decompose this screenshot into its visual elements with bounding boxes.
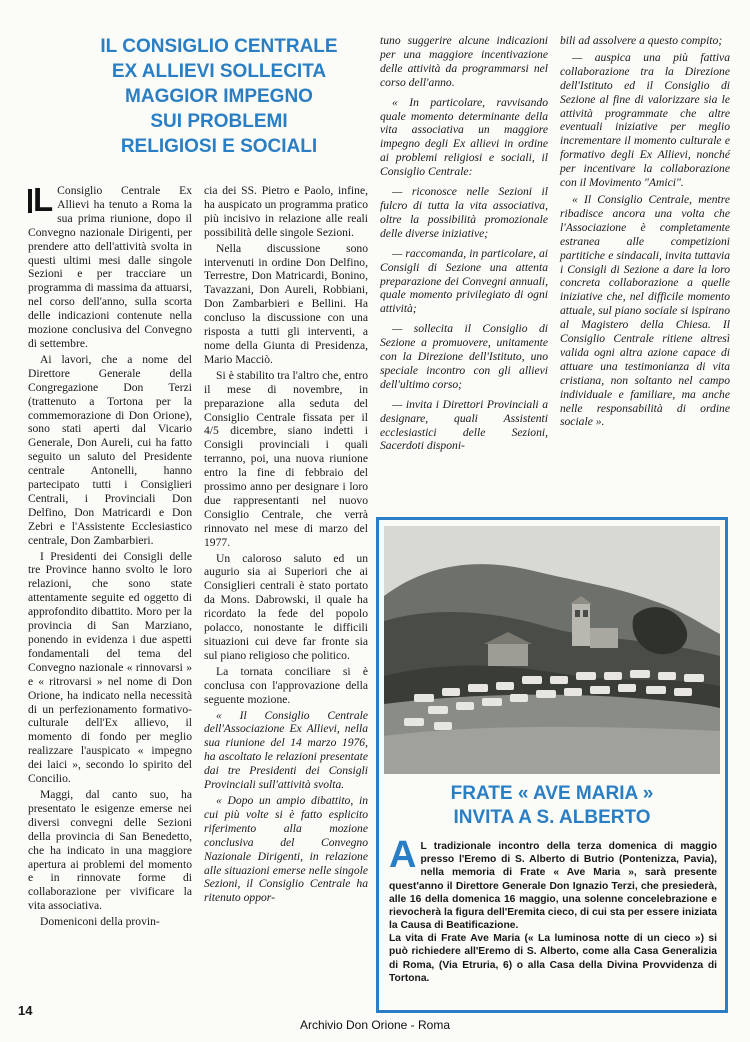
- paragraph-text: L tradizionale incontro della terza domenica di maggio presso l'Eremo di S. Alberto di Butrio (Pontenizza, Pavia), nella memoria di Frate « Ave Maria », sarà presente quest'anno il Direttore Generale Don Ignazio Terzi, che presiederà, alle 16 della domenica 16 maggio, una solenne concelebrazione e rievocherà la figura dell'Eremita cieco, di cui sta per essere iniziata la Causa di Beatificazione.: [389, 841, 717, 932]
- motion-paragraph: — raccomanda, in particolare, ai Consigli di Sezione una attenta preparazione dei Convegni annuali, quale momento privilegiato di ogni attività;: [380, 246, 548, 316]
- article-paragraph: cia dei SS. Pietro e Paolo, infine, ha auspicato un programma pratico più incisivo in relazione alle reali possibilità delle singole Sezioni.: [204, 184, 368, 239]
- motion-paragraph: — sollecita il Consiglio di Sezione a promuovere, unitamente con la Direzione dell'Istituto, uno speciale incontro con gli allievi dell'ultimo corso;: [380, 322, 548, 391]
- motion-paragraph: — auspica una più fattiva collaborazione tra la Direzione dell'Istituto ed il Consiglio di Sezione al fine di valorizzare sia le attività programmate che altre eventuali iniziative per meglio incrementare il momento culturale e formativo degli Ex Allievi, nonché per incentivare la collaborazione con il Movimento "Amici".: [560, 50, 730, 190]
- drop-cap: L: [28, 186, 53, 214]
- article-paragraph: Un caloroso saluto ed un augurio sia ai Superiori che ai Consiglieri centrali è stato portato da Mons. Dabrowski, il quale ha ricordato la fede del popolo polacco, nonostante le difficili situazioni cui deve far fronte sia sul piano religioso che politico.: [204, 551, 368, 662]
- motion-paragraph: — riconosce nelle Sezioni il fulcro di tutta la vita associativa, oltre la possibilità promozionale delle diverse iniziative;: [380, 185, 548, 240]
- article-paragraph: La tornata conciliare si è conclusa con l'approvazione della seguente mozione.: [204, 664, 368, 706]
- headline-line: RELIGIOSI E SOCIALI: [120, 136, 318, 158]
- motion-paragraph: « Il Consiglio Centrale, mentre ribadisce ancora una volta che l'Associazione è completamente estranea alle competizioni partitiche e sindacali, invita tuttavia i Consigli di Sezione a dare la loro concreta collaborazione a quelle iniziative che, nel difficile momento attuale, sul piano sociale si ispirano al Magistero della Chiesa. Il Consiglio Centrale ritiene altresì valida ogni altra azione capace di attuare una testimonianza di vita cristiana, non soltanto nel campo individuale e familiare, ma anche nelle responsabilità di ordine sociale ».: [560, 192, 730, 429]
- article-paragraph: I Presidenti dei Consigli delle tre Province hanno svolto le loro relazioni, che sono state attentamente seguite ed oggetto di approfondito dibattito. Moro per la provincia di San Marziano, ponendo in evidenza i due aspetti fondamentali del tema del Convegno nazionale « rinnovarsi » e « ritrovarsi » nel nome di Don Orione, ha indicato nella necessità di un perfezionamento formativo-culturale dell'Ex allievo, il momento di fondo per meglio realizzare l'auspicato « impegno dei laici », secondo lo spirito del Concilio.: [28, 549, 192, 786]
- headline-line: IL CONSIGLIO CENTRALE: [100, 36, 338, 57]
- motion-paragraph: « Dopo un ampio dibattito, in cui più volte si è fatto esplicito riferimento alla mozione conclusiva del Convegno Nazionale Dirigenti, in relazione alle situazioni emerse nelle singole Sezioni, il Consiglio Centrale ha ritenuto oppor-: [204, 793, 368, 905]
- motion-paragraph: « In particolare, ravvisando quale momento determinante della vita associativa un maggiore impegno degli Ex allievi in ordine ai problemi religiosi e sociali, il Consiglio Centrale:: [380, 95, 548, 179]
- paragraph-text: Consiglio Centrale Ex Allievi ha tenuto a Roma la sua prima riunione, dopo il Convegno nazionale Dirigenti, per prendere atto dell'attività svolta in questi ultimi mesi dalle singole Sezioni e per tracciare un programma di massima da attuarsi, nel corso dell'anno, sulla scorta delle indicazioni contenute nella mozione conclusiva del Convegno di settembre.: [28, 184, 192, 350]
- motion-paragraph: tuno suggerire alcune indicazioni per una maggiore incentivazione delle attività da programmarsi nel corso dell'anno.: [380, 34, 548, 89]
- article-paragraph: Ai lavori, che a nome del Direttore Generale della Congregazione Don Terzi (trattenuto a Tortona per la commemorazione di Don Orione), sono stati aperti dal Vicario Generale, Don Aureli, cui ha fatto seguito un saluto del Presidente centrale Antonelli, hanno partecipato tutti i Consiglieri Centrali, i Provinciali Don Delfino, Don Matricardi e Don Zebri e l'Assistente Ecclesiastico centrale, Don Zambarbieri.: [28, 352, 192, 547]
- article-column-1: [28, 181, 192, 931]
- motion-paragraph: — invita i Direttori Provinciali a designare, quali Assistenti ecclesiastici delle Sezioni, Sacerdoti disponi-: [380, 397, 548, 453]
- article-paragraph: Maggi, dal canto suo, ha presentato le esigenze emerse nei diversi convegni delle Sezioni della provincia di San Benedetto, che ha indicato in una maggiore apertura ai problemi del momento e in rinnovate forme di collaborazione per vivificare la vita associativa.: [28, 787, 192, 913]
- sidebar-paragraph: [389, 834, 717, 932]
- headline-line: MAGGIOR IMPEGNO: [125, 86, 313, 108]
- motion-paragraph: bili ad assolvere a questo compito;: [560, 34, 723, 47]
- article-column-2: [204, 184, 368, 907]
- sidebar-paragraph: La vita di Frate Ave Maria (« La luminosa notte di un cieco ») si può richiedere all'Eremo di S. Alberto, come alla Casa Generalizia di Roma, (Via Etruria, 6) o alla Casa della Divina Provvidenza di Tortona.: [389, 933, 717, 984]
- page-number: 14: [18, 1003, 33, 1018]
- article-column-4: [560, 34, 730, 432]
- sidebar-body: [389, 834, 717, 985]
- article-column-3: [380, 34, 548, 459]
- motion-paragraph: « Il Consiglio Centrale dell'Associazione Ex Allievi, nella sua riunione del 14 marzo 1976, ha ascoltato le relazioni presentate dai tre Presidenti dei Consigli Provinciali sull'attività svolta.: [204, 708, 368, 792]
- article-paragraph: [28, 181, 192, 351]
- archive-label: Archivio Don Orione - Roma: [299, 1018, 451, 1032]
- sidebar-box: [376, 517, 728, 1013]
- drop-cap: A: [389, 834, 417, 876]
- hermitage-photo: [384, 526, 720, 774]
- article-paragraph: Si è stabilito tra l'altro che, entro il mese di novembre, in preparazione alla seduta del Consiglio Centrale fissata per il 4/5 dicembre, siano indetti i Consigli provinciali i quali terranno, poi, una nuova riunione entro la fine di febbraio del prossimo anno per designare i loro due rappresentanti nel nuovo Consiglio Centrale, che verrà rinnovato nel mese di marzo del 1977.: [204, 368, 368, 549]
- article-headline: [64, 34, 374, 159]
- sidebar-title-line: INVITA A S. ALBERTO: [453, 806, 651, 828]
- article-paragraph: Domeniconi della provin-: [40, 915, 160, 929]
- sidebar-title-line: FRATE « AVE MARIA »: [450, 783, 654, 804]
- headline-line: EX ALLIEVI SOLLECITA: [111, 61, 327, 83]
- headline-line: SUI PROBLEMI: [150, 111, 288, 133]
- sidebar-title: [379, 782, 725, 830]
- article-paragraph: Nella discussione sono intervenuti in ordine Don Delfino, Terrestre, Don Matricardi, Bonino, Tavazzani, Don Aureli, Robbiani, Don Zambarbieri e Bellini. Ha concluso la discussione con una risposta a tutti gli interventi, a nome della Giunta di Presidenza, Mario Macciò.: [204, 241, 368, 366]
